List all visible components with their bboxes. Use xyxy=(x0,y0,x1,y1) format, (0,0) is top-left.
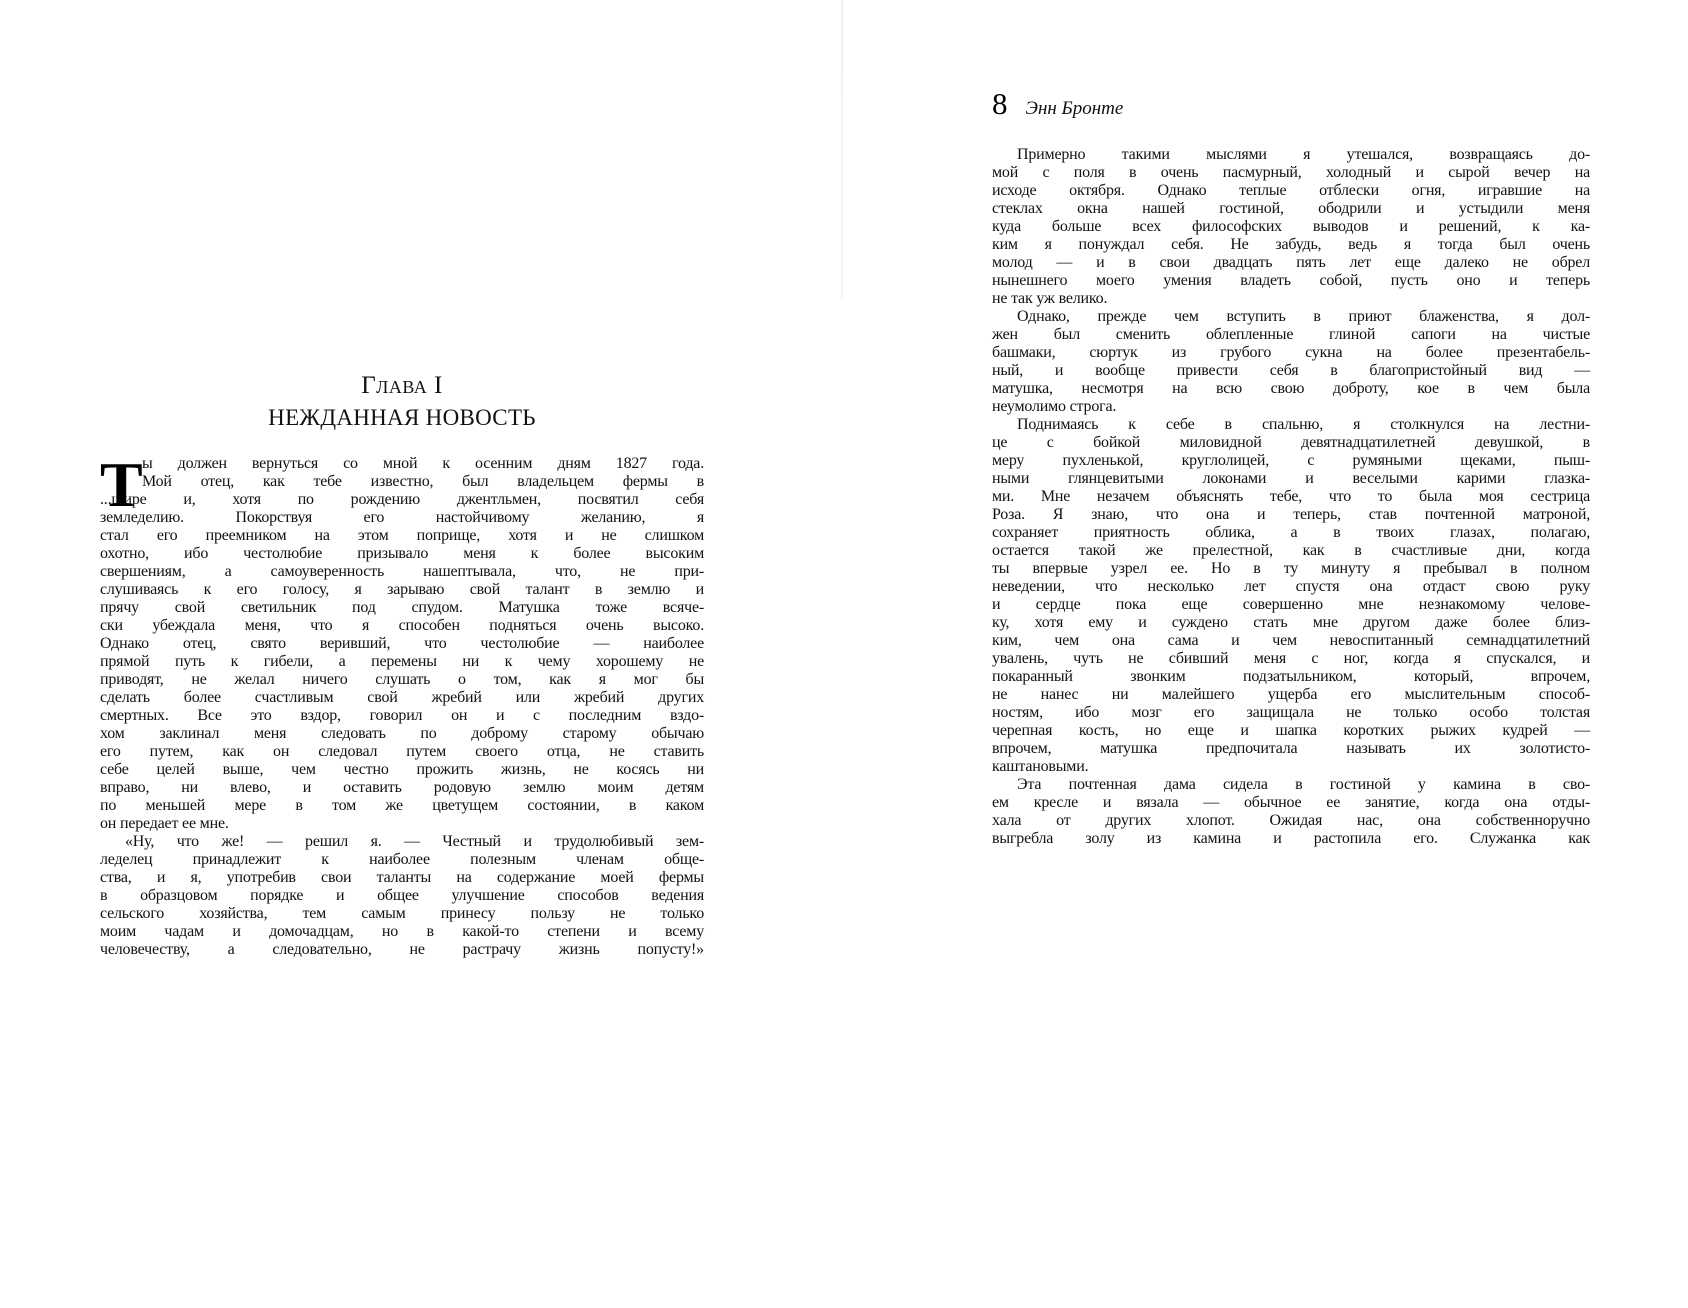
page-number: 8 xyxy=(992,86,1008,121)
paragraph xyxy=(992,308,1590,416)
text-line: ы должен вернуться со мной к осенним дням 1827 года. xyxy=(142,455,704,472)
text-line: и сердце пока еще совершенно мне незнакомому челове- xyxy=(992,596,1590,613)
text-line: ким я понуждал себя. Не забудь, ведь я тогда был очень xyxy=(992,236,1590,253)
text-line: ким, чем она сама и чем невоспитанный семнадцатилетний xyxy=(992,632,1590,649)
text-line: ты впервые узрел ее. Но в ту минуту я пребывал в полном xyxy=(992,560,1590,577)
text-line: впрочем, матушка предпочитала называть их золотисто- xyxy=(992,740,1590,757)
text-line: Эта почтенная дама сидела в гостиной у камина в сво- xyxy=(1017,776,1590,793)
text-line: Однако, прежде чем вступить в приют блаженства, я дол- xyxy=(1017,308,1590,325)
text-line: нынешнего моего умения владеть собой, пусть оно и теперь xyxy=(992,272,1590,289)
running-header xyxy=(992,86,1123,122)
text-line: покаранный звонким подзатыльником, который, впрочем, xyxy=(992,668,1590,685)
text-line: исходе октября. Однако теплые отблески огня, игравшие на xyxy=(992,182,1590,199)
text-line: молод — и в свои двадцать пять лет еще далеко не обрел xyxy=(992,254,1590,271)
right-page xyxy=(843,0,1688,1308)
right-page-body xyxy=(992,146,1590,848)
paragraph xyxy=(100,833,704,959)
text-line: неумолимо строга. xyxy=(992,398,1117,415)
text-line: неведении, что несколько лет спустя она отдаст свою руку xyxy=(992,578,1590,595)
text-line: Мой отец, как тебе известно, был владельцем фермы в xyxy=(142,473,704,490)
text-line: не так уж велико. xyxy=(992,290,1108,307)
text-line: мой с поля в очень пасмурный, холодный и сырой вечер на xyxy=(992,164,1590,181)
text-line: ...шире и, хотя по рождению джентльмен, посвятил себя xyxy=(100,491,704,508)
text-line: смертных. Все это вздор, говорил он и с последним вздо- xyxy=(100,707,704,724)
text-line: ный, и вообще привести себя в благопристойный вид — xyxy=(992,362,1590,379)
text-line: Поднимаясь к себе в спальню, я столкнулся на лестни- xyxy=(1017,416,1590,433)
running-title-author: Энн Бронте xyxy=(1025,98,1124,119)
paragraph xyxy=(992,776,1590,848)
text-line: выгребла золу из камина и растопила его. Служанка как xyxy=(992,830,1590,847)
text-line: Примерно такими мыслями я утешался, возвращаясь до- xyxy=(1017,146,1590,163)
text-line: приводят, не желал ничего слушать о том, как я мог бы xyxy=(100,671,704,688)
text-line: башмаки, сюртук из грубого сукна на более презентабель- xyxy=(992,344,1590,361)
text-line: его путем, как он следовал путем своего отца, не ставить xyxy=(100,743,704,760)
text-line: сельского хозяйства, тем самым принесу пользу не только xyxy=(100,905,704,922)
text-line: моим чадам и домочадцам, но в какой-то степени и всему xyxy=(100,923,704,940)
left-page-body xyxy=(100,449,704,959)
text-line: себе целей выше, чем честно прожить жизнь, не косясь ни xyxy=(100,761,704,778)
text-line: свершениям, а самоуверенность нашептывала, что, не при- xyxy=(100,563,704,580)
text-line: ства, и я, употребив свои таланты на содержание моей фермы xyxy=(100,869,704,886)
text-line: хом заклинал меня следовать по доброму старому обычаю xyxy=(100,725,704,742)
text-line: «Ну, что же! — решил я. — Честный и трудолюбивый зем- xyxy=(125,833,704,850)
text-line: каштановыми. xyxy=(992,758,1089,775)
text-line: леделец принадлежит к наиболее полезным членам обще- xyxy=(100,851,704,868)
text-line: сделать более счастливым свой жребий или жребий других xyxy=(100,689,704,706)
text-line: жен был сменить облепленные глиной сапоги на чистые xyxy=(992,326,1590,343)
text-line: Роза. Я знаю, что она и теперь, став почтенной матроной, xyxy=(992,506,1590,523)
text-line: он передает ее мне. xyxy=(100,815,229,832)
text-line: хала от других хлопот. Ожидая нас, она собственноручно xyxy=(992,812,1590,829)
text-line: по меньшей мере в том же цветущем состоянии, в каком xyxy=(100,797,704,814)
paragraph xyxy=(992,416,1590,776)
text-line: черепная кость, но еще и шапка коротких рыжих кудрей — xyxy=(992,722,1590,739)
text-line: ем кресле и вязала — обычное ее занятие, когда она отды- xyxy=(992,794,1590,811)
text-line: вправо, ни влево, и оставить родовую землю моим детям xyxy=(100,779,704,796)
text-line: меру пухленькой, круглолицей, с румяными щеками, пыш- xyxy=(992,452,1590,469)
text-line: матушка, несмотря на всю свою доброту, кое в чем была xyxy=(992,380,1590,397)
text-line: прячу свой светильник под спудом. Матушка тоже всяче- xyxy=(100,599,704,616)
paragraph xyxy=(992,146,1590,308)
text-line: куда больше всех философских выводов и решений, к ка- xyxy=(992,218,1590,235)
text-line: стеклах окна нашей гостиной, ободрили и устыдили меня xyxy=(992,200,1590,217)
text-line: це с бойкой миловидной девятнадцатилетней девушкой, в xyxy=(992,434,1590,451)
text-line: человечеству, а следовательно, не растрачу жизнь попусту!» xyxy=(100,941,704,958)
drop-cap: Т xyxy=(100,449,143,520)
text-line: прямой путь к гибели, а перемены ни к чему хорошему не xyxy=(100,653,704,670)
paragraph xyxy=(100,449,704,833)
text-line: слушиваясь к его голосу, я зарываю свой талант в землю и xyxy=(100,581,704,598)
text-line: остается такой же прелестной, как в счастливые дни, когда xyxy=(992,542,1590,559)
text-line: ку, хотя ему и суждено стать мне другом даже более близ- xyxy=(992,614,1590,631)
text-line: ностям, ибо мозг его защищала не только особо толстая xyxy=(992,704,1590,721)
text-line: сохраняет приятность облика, а в твоих глазах, полагаю, xyxy=(992,524,1590,541)
text-line: увалень, чуть не сбивший меня с ног, когда я спускался, и xyxy=(992,650,1590,667)
left-page xyxy=(0,0,841,1308)
text-line: в образцовом порядке и общее улучшение способов ведения xyxy=(100,887,704,904)
text-line: ми. Мне незачем объяснять тебе, что то была моя сестрица xyxy=(992,488,1590,505)
text-line: ски убеждала меня, что я способен подняться очень высоко. xyxy=(100,617,704,634)
text-line: не нанес ни малейшего ущерба его мыслительным способ- xyxy=(992,686,1590,703)
chapter-title: НЕЖДАННАЯ НОВОСТЬ xyxy=(268,405,536,430)
text-line: стал его преемником на этом поприще, хотя и не слишком xyxy=(100,527,704,544)
chapter-label: Глава I xyxy=(361,372,443,399)
text-line: охотно, ибо честолюбие призывало меня к более высоким xyxy=(100,545,704,562)
text-line: земледелию. Покорствуя его настойчивому желанию, я xyxy=(100,509,704,526)
text-line: ными глянцевитыми локонами и веселыми карими глазка- xyxy=(992,470,1590,487)
text-line: Однако отец, свято веривший, что честолюбие — наиболее xyxy=(100,635,704,652)
